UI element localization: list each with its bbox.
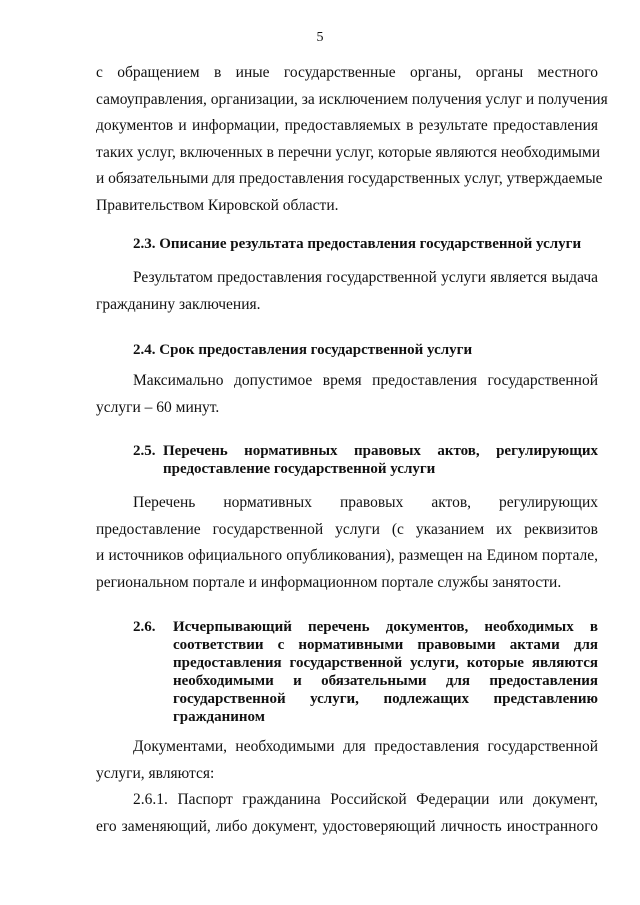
text-line: услуги – 60 минут. — [96, 398, 220, 416]
heading-line: необходимыми и обязательными для предоставления — [173, 673, 598, 689]
section-heading-2-6 — [133, 618, 598, 726]
heading-line: предоставления государственной услуги, которые являются — [173, 655, 598, 671]
heading-line: соответствии с нормативными правовыми актами для — [173, 637, 598, 653]
section-heading-2-5 — [133, 442, 598, 482]
section-number: 2.6. — [133, 619, 156, 635]
heading-line: Перечень нормативных правовых актов, регулирующих — [163, 443, 598, 459]
heading-text: 2.3. Описание результата предоставления государственной услуги — [133, 236, 582, 252]
section-heading-2-3 — [133, 235, 603, 253]
heading-line: Исчерпывающий перечень документов, необходимых в — [173, 619, 598, 635]
text-line: Документами, необходимыми для предоставления государственной — [133, 738, 598, 755]
heading-text: 2.4. Срок предоставления государственной услуги — [133, 342, 473, 358]
text-line: его заменяющий, либо документ, удостоверяющий личность иностранного — [96, 817, 598, 835]
section-body-2-6 — [96, 734, 598, 840]
text-line: Правительством Кировской области. — [96, 196, 339, 214]
text-line: услуги, являются: — [96, 764, 215, 782]
section-body-2-4 — [96, 368, 598, 421]
heading-line: гражданином — [173, 709, 265, 725]
text-line: гражданину заключения. — [96, 295, 261, 313]
text-line: самоуправления, организации, за исключением получения услуг и получения — [96, 90, 608, 108]
heading-line: предоставление государственной услуги — [163, 461, 436, 477]
section-body-2-5 — [96, 490, 598, 596]
section-body-2-3 — [96, 265, 598, 318]
heading-line: государственной услуги, подлежащих представлению — [173, 691, 598, 707]
text-line: с обращением в иные государственные органы, органы местного — [96, 64, 598, 81]
text-line: 2.6.1. Паспорт гражданина Российской Федерации или документ, — [133, 791, 598, 808]
section-number: 2.5. — [133, 443, 156, 459]
text-line: региональном портале и информационном портале службы занятости. — [96, 573, 562, 591]
text-line: и источников официального опубликования), размещен на Едином портале, — [96, 547, 598, 564]
text-line: и обязательными для предоставления государственных услуг, утверждаемые — [96, 170, 603, 187]
text-line: предоставление государственной услуги (с указанием их реквизитов — [96, 520, 598, 538]
text-line: Максимально допустимое время предоставления государственной — [133, 372, 598, 389]
page-number: 5 — [316, 30, 324, 45]
text-line: документов и информации, предоставляемых в результате предоставления — [96, 117, 598, 134]
text-line: Перечень нормативных правовых актов, регулирующих — [133, 494, 598, 511]
section-heading-2-4 — [133, 341, 603, 359]
intro-paragraph — [96, 60, 608, 219]
text-line: Результатом предоставления государственной услуги является выдача — [133, 269, 598, 286]
text-line: таких услуг, включенных в перечни услуг, которые являются необходимыми — [96, 143, 601, 161]
